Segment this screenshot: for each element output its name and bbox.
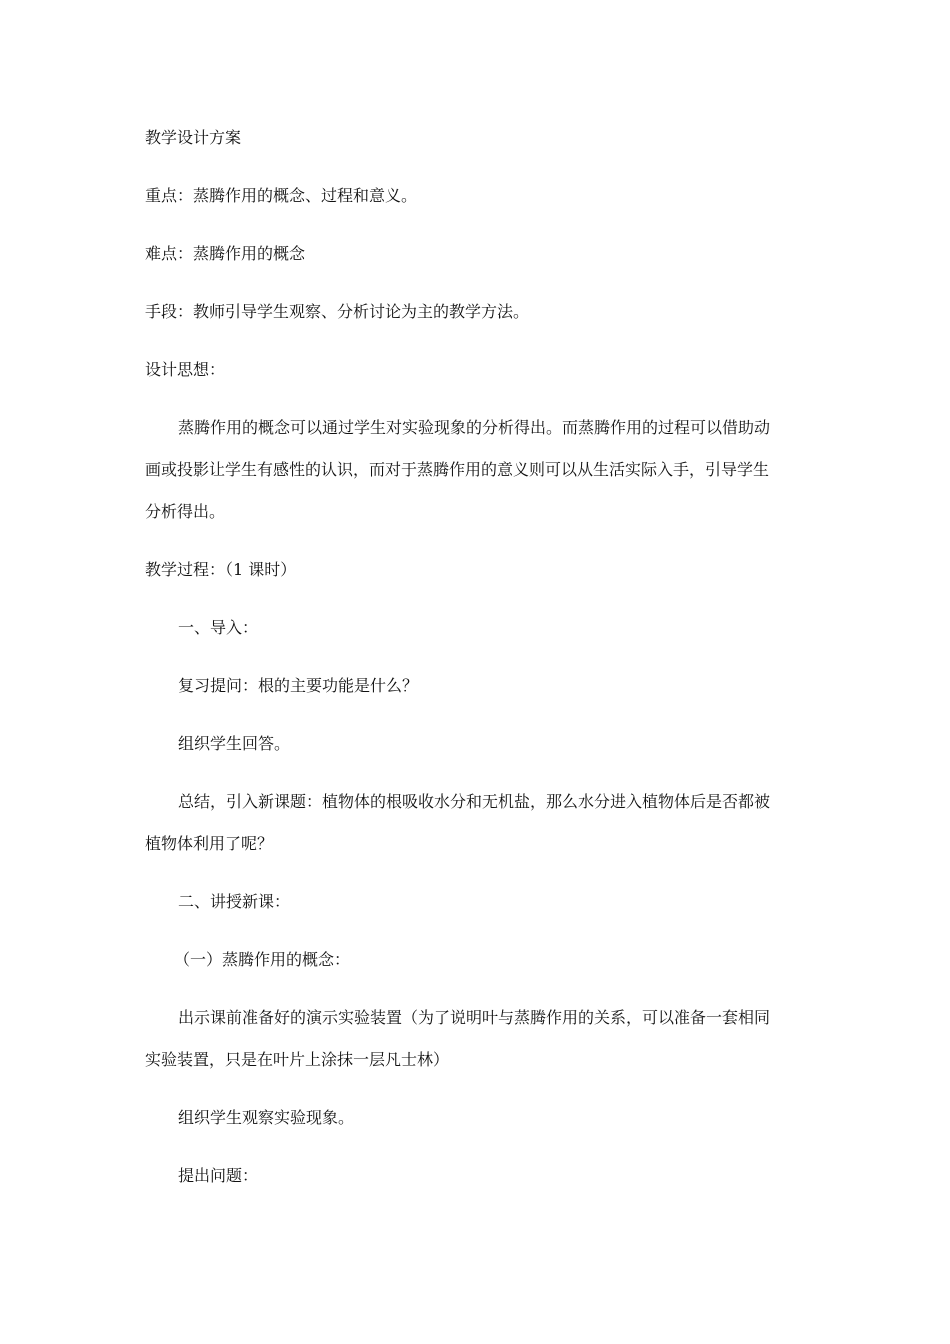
section-two-heading: 二、讲授新课： [178, 892, 291, 911]
process-heading: 教学过程：（1 课时） [145, 560, 297, 579]
design-heading: 设计思想： [145, 360, 226, 379]
design-paragraph-line: 分析得出。 [145, 502, 226, 521]
key-point-line: 重点：蒸腾作用的概念、过程和意义。 [145, 186, 418, 205]
review-question-line: 复习提问：根的主要功能是什么？ [178, 676, 419, 695]
document-title: 教学设计方案 [145, 128, 242, 147]
organize-answer-line: 组织学生回答。 [178, 734, 291, 753]
difficulty-line: 难点：蒸腾作用的概念 [145, 244, 306, 263]
method-line: 手段：教师引导学生观察、分析讨论为主的教学方法。 [145, 302, 530, 321]
summary-paragraph-line: 总结，引入新课题：植物体的根吸收水分和无机盐，那么水分进入植物体后是否都被 [178, 792, 771, 811]
summary-paragraph-line: 植物体利用了呢？ [145, 834, 274, 853]
demo-paragraph-line: 出示课前准备好的演示实验装置（为了说明叶与蒸腾作用的关系，可以准备一套相同 [178, 1008, 771, 1027]
section-one-heading: 一、导入： [178, 618, 259, 637]
design-paragraph-line: 画或投影让学生有感性的认识，而对于蒸腾作用的意义则可以从生活实际入手，引导学生 [145, 460, 770, 479]
demo-paragraph-line: 实验装置，只是在叶片上涂抹一层凡士林） [145, 1050, 450, 1069]
subsection-one-heading: （一）蒸腾作用的概念： [174, 950, 351, 969]
observe-line: 组织学生观察实验现象。 [178, 1108, 355, 1127]
ask-questions-line: 提出问题： [178, 1166, 259, 1185]
design-paragraph-line: 蒸腾作用的概念可以通过学生对实验现象的分析得出。而蒸腾作用的过程可以借助动 [178, 418, 771, 437]
